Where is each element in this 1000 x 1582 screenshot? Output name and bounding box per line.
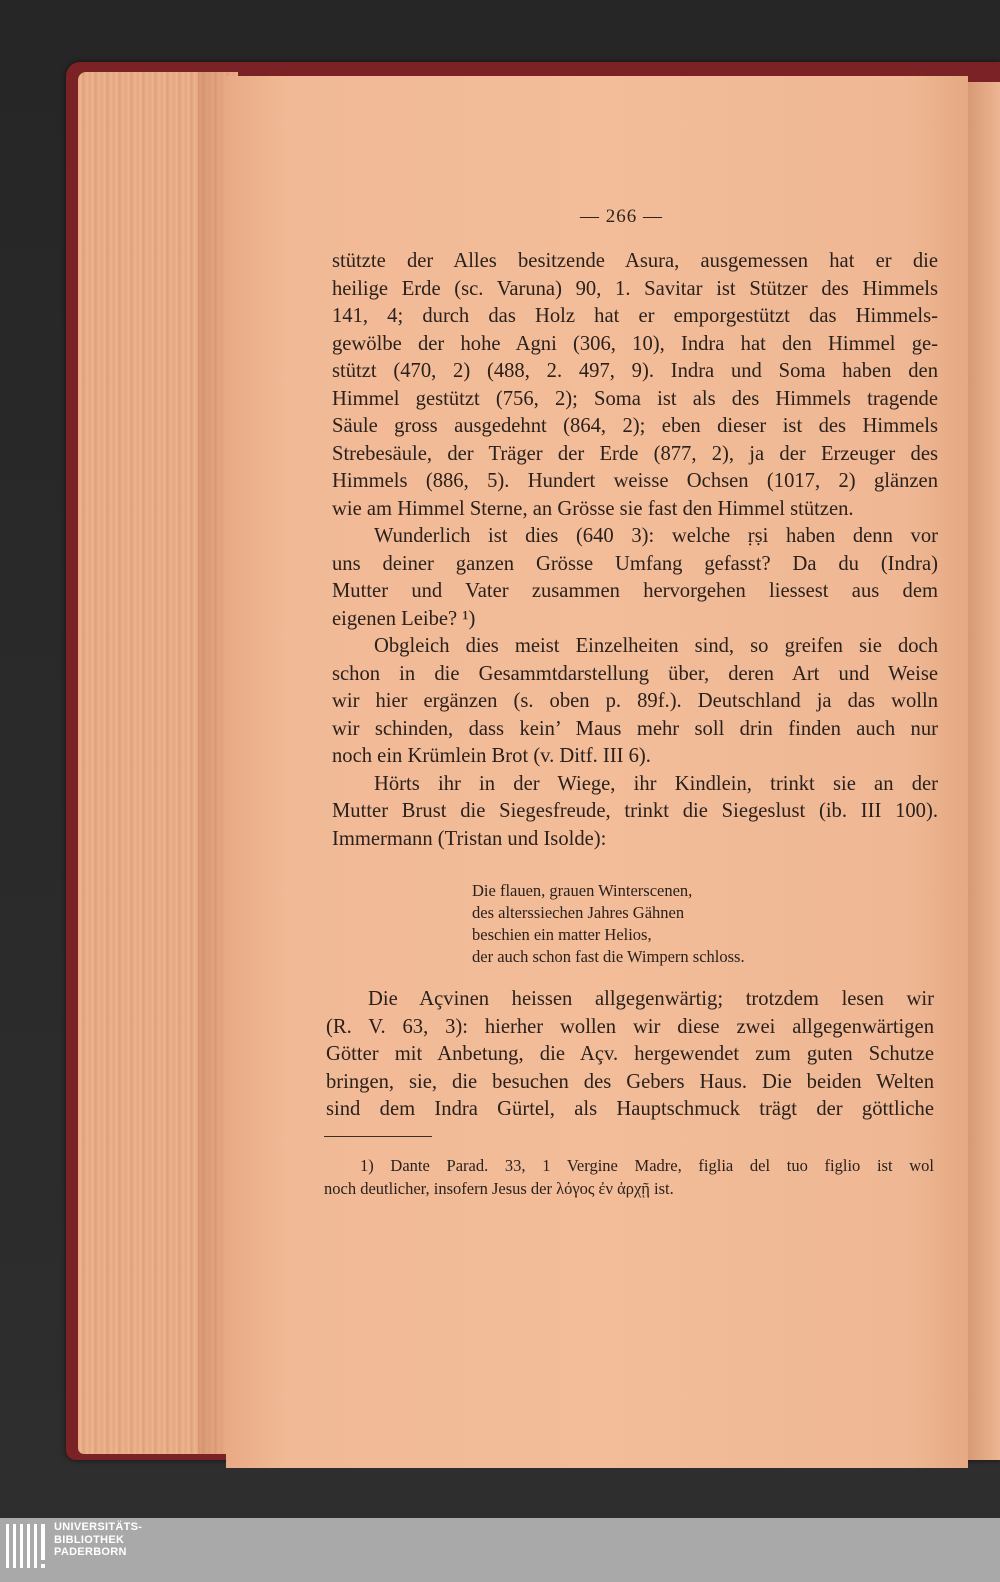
footnote-first [324,1154,934,1177]
poem-line: der auch schon fast die Wimpern schloss. [472,947,745,966]
text-line: sind dem Indra Gürtel, als Hauptschmuck trägt der göttliche [326,1098,934,1120]
text-line: wir schinden, dass kein’ Maus mehr soll drin finden auch nur [332,717,938,740]
footnote [324,1154,934,1200]
text-line: Obgleich dies meist Einzelheiten sind, so greifen sie doch [374,635,938,657]
paragraph-1 [332,248,938,523]
library-name-line: BIBLIOTHEK [54,1533,125,1546]
text-line: Himmels (886, 5). Hundert weisse Ochsen (1017, 2) glänzen [332,470,938,492]
paragraph-5 [326,986,934,1014]
main-text-top [332,248,938,853]
text-line: Hörts ihr in der Wiege, ihr Kindlein, trinkt sie an der [374,772,938,795]
library-bars-icon [4,1522,48,1572]
paragraph-3 [332,633,938,661]
text-line: Götter mit Anbetung, die Açv. hergewendet zum guten Schutze [326,1043,934,1065]
text-line: Mutter und Vater zusammen hervorgehen liessest aus dem [332,580,938,602]
text-line: gewölbe der hohe Agni (306, 10), Indra hat den Himmel ge- [332,332,938,355]
text-line: eigenen Leibe? ¹) [332,607,476,630]
paragraph-4 [332,771,938,799]
paragraph-4-cont [332,798,938,853]
text-line: noch ein Krümlein Brot (v. Ditf. III 6). [332,745,651,767]
text-line: wie am Himmel Sterne, an Grösse sie fast den Himmel stützen. [332,497,854,520]
text-line: Himmel gestützt (756, 2); Soma ist als des Himmels tragende [332,387,938,410]
text-line: (R. V. 63, 3): hierher wollen wir diese zwei allgegenwärtigen [326,1015,934,1038]
footnote-line: noch deutlicher, insofern Jesus der λόγος ἐν ἀρχῇ ist. [324,1179,674,1198]
poem-line: Die flauen, grauen Winterscenen, [472,881,693,900]
paragraph-3-cont [332,661,938,771]
library-name-line: PADERBORN [54,1546,127,1558]
text-line: wir hier ergänzen (s. oben p. 89f.). Deutschland ja das wolln [332,690,938,712]
text-line: schon in die Gesammtdarstellung über, deren Art und Weise [332,662,938,685]
main-text-bottom [326,986,934,1124]
page-edges [78,72,238,1454]
page-number: — 266 — [580,206,663,227]
text-line: Die Açvinen heissen allgegenwärtig; trotzdem lesen wir [368,988,934,1010]
text-line: Mutter Brust die Siegesfreude, trinkt die Siegeslust (ib. III 100). [332,800,938,822]
footnote-divider [324,1136,432,1137]
next-page-edge [968,82,1000,1460]
text-line: uns deiner ganzen Grösse Umfang gefasst? Da du (Indra) [332,552,938,575]
library-name-line: UNIVERSITÄTS- [54,1521,143,1533]
text-line: Säule gross ausgedehnt (864, 2); eben dieser ist des Himmels [332,415,938,437]
text-line: stützte der Alles besitzende Asura, ausgemessen hat er die [332,250,938,272]
text-line: Strebesäule, der Träger der Erde (877, 2), ja der Erzeuger des [332,442,938,465]
paragraph-2-cont [332,551,938,634]
text-line: heilige Erde (sc. Varuna) 90, 1. Savitar ist Stützer des Himmels [332,277,938,300]
text-line: Immermann (Tristan und Isolde): [332,827,607,850]
paragraph-5-cont [326,1014,934,1124]
text-line: bringen, sie, die besuchen des Gebers Haus. Die beiden Welten [326,1070,934,1093]
poem-quote [472,880,892,968]
paragraph-2 [332,523,938,551]
text-line: stützt (470, 2) (488, 2. 497, 9). Indra und Soma haben den [332,360,938,382]
poem-line: des alterssiechen Jahres Gähnen [472,903,685,922]
text-line: Wunderlich ist dies (640 3): welche ṛṣi haben denn vor [374,525,938,547]
poem-line: beschien ein matter Helios, [472,925,652,944]
text-line: 141, 4; durch das Holz hat er emporgestützt das Himmels- [332,305,938,327]
library-name [54,1521,142,1559]
library-footer-bar [0,1518,1000,1582]
footnote-line: 1) Dante Parad. 33, 1 Vergine Madre, figlia del tuo figlio ist wol [360,1156,934,1175]
